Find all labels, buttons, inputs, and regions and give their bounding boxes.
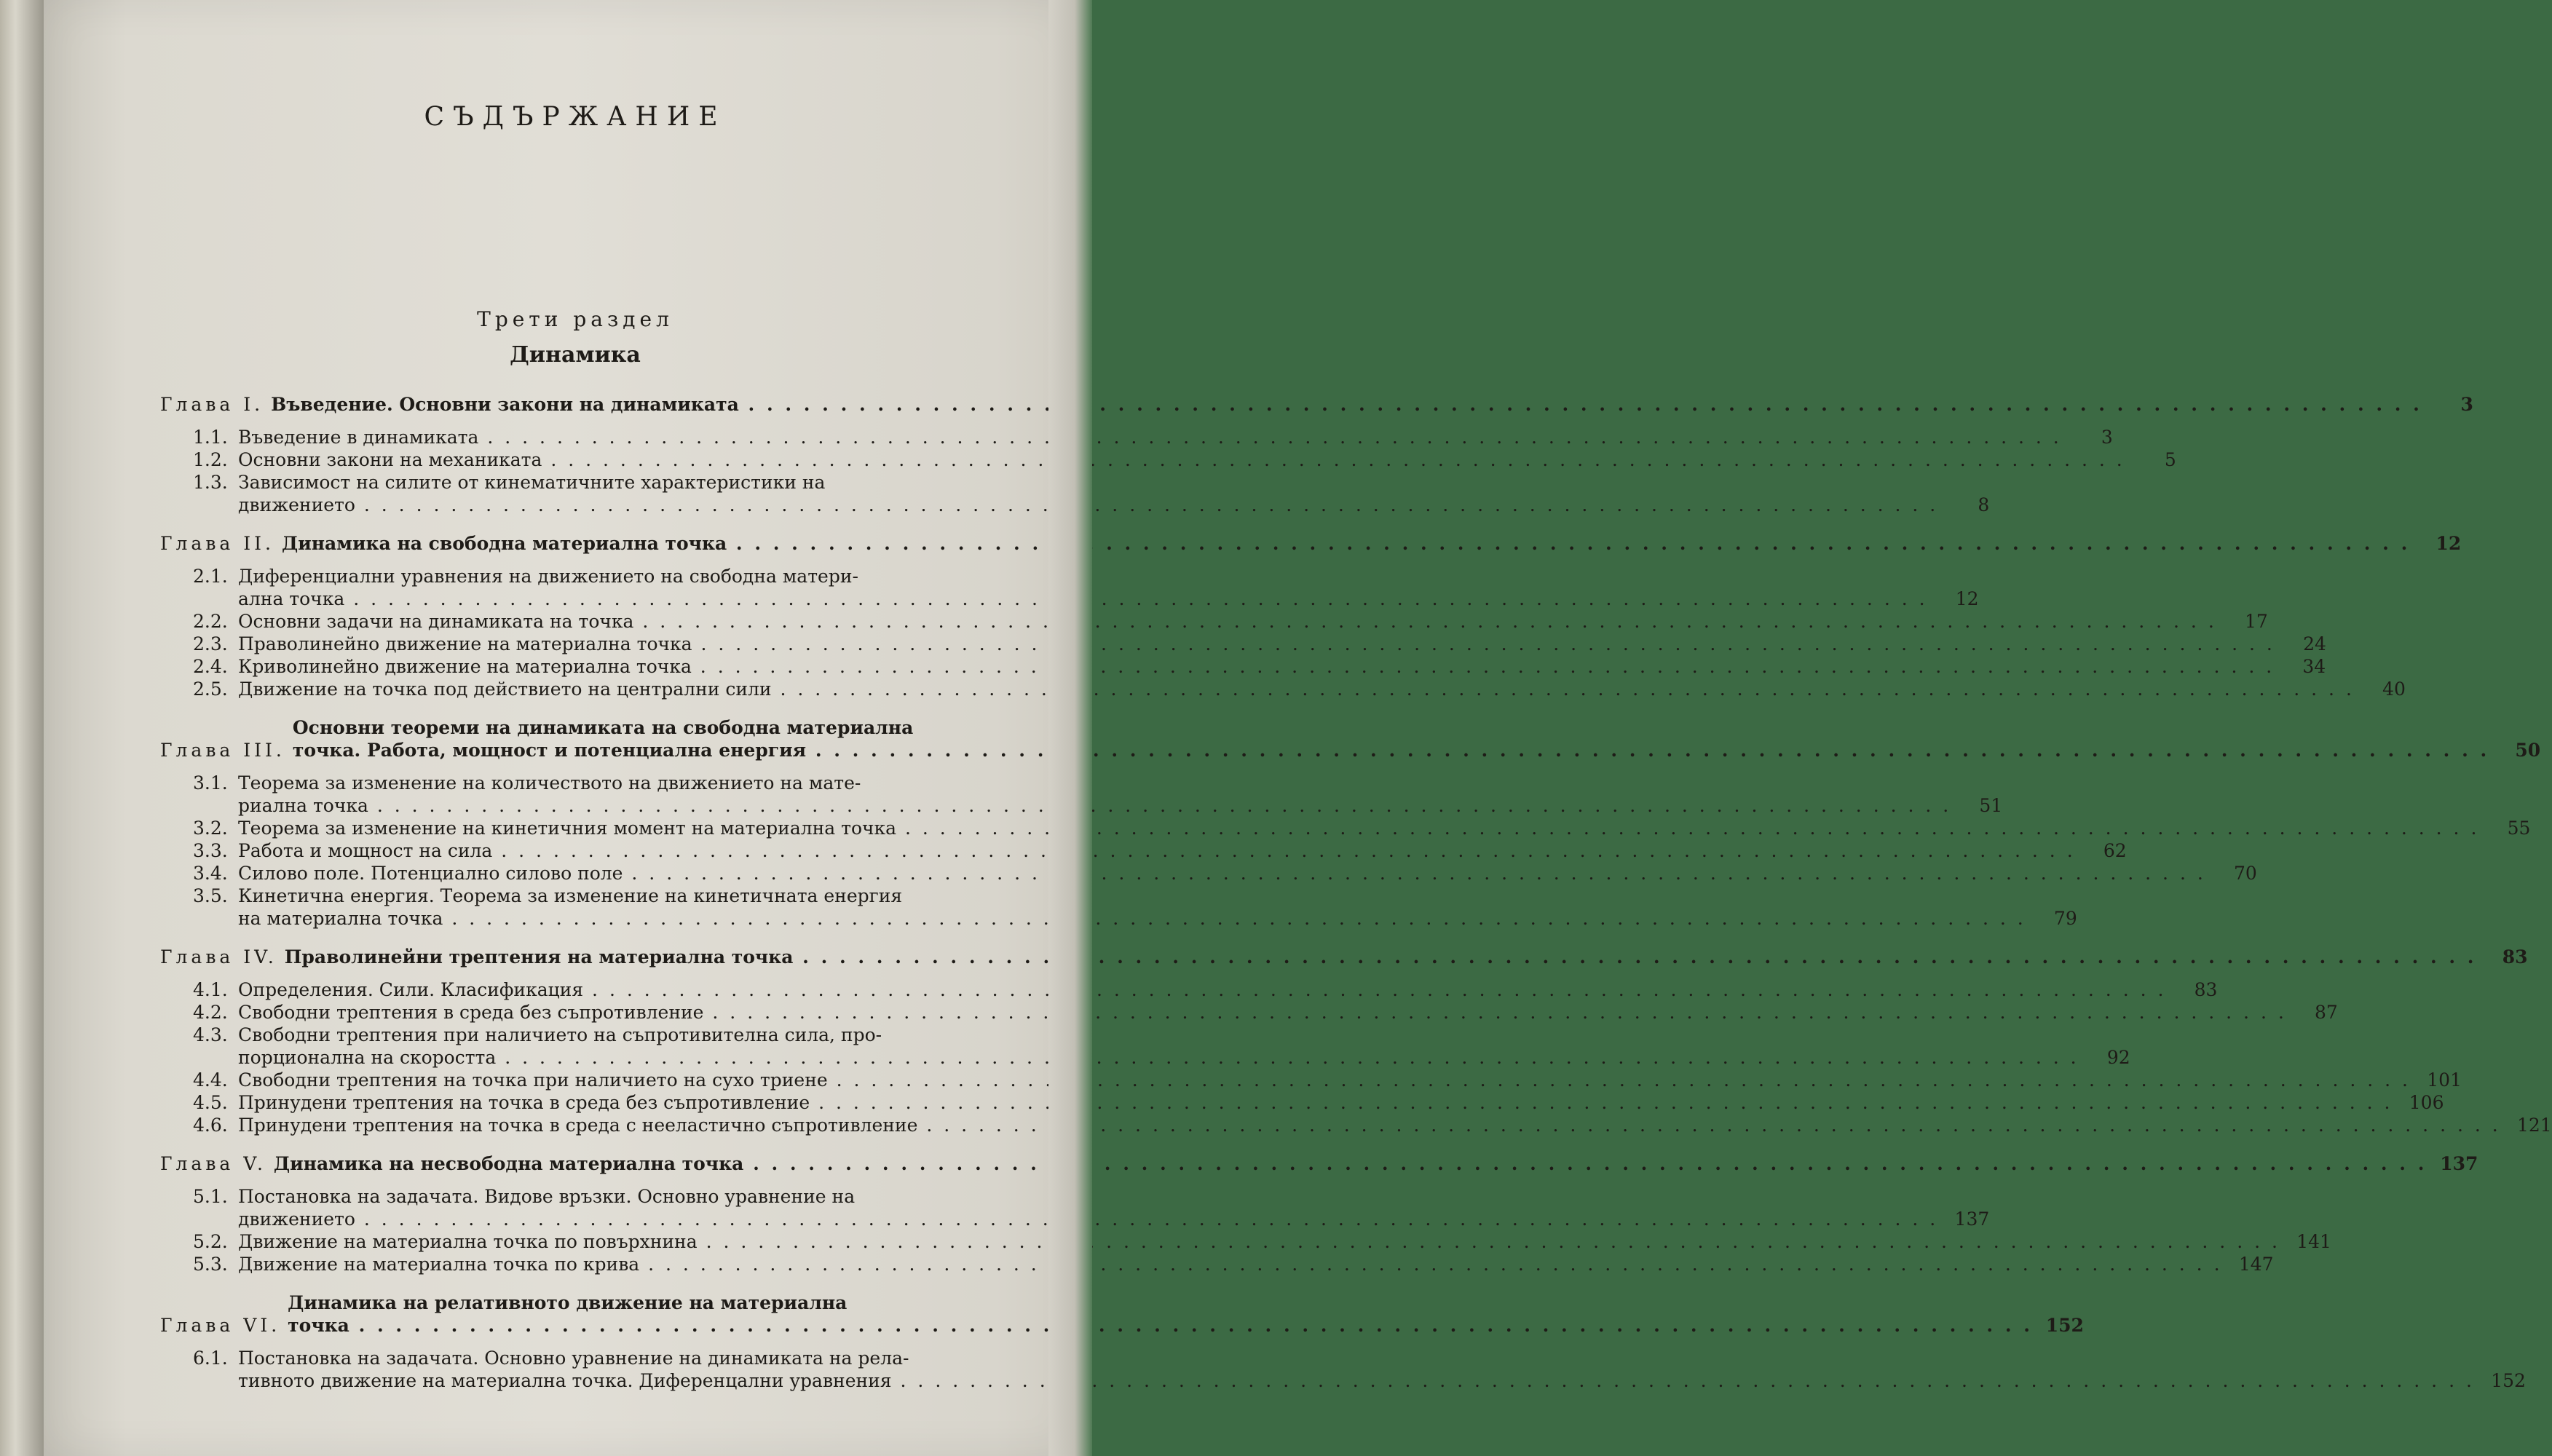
section-title: порционална на скоростта . . .	[238, 1046, 2079, 1069]
section-title: Диференциални уравнения на движението на свободна матери-	[238, 566, 858, 587]
section-title: Основни закони на механиката . . .	[238, 448, 2125, 471]
section-page-number: 3	[2101, 427, 2113, 448]
chapter-page-number: 137	[2440, 1153, 2478, 1174]
toc-section-entry	[193, 1069, 2462, 1091]
chapter-heading	[160, 393, 2473, 416]
toc-section-entry	[193, 1230, 2331, 1253]
section-title: Силово поле. Потенциално силово поле . . .	[238, 862, 2206, 885]
chapter-label: Глава I.	[160, 394, 264, 415]
section-title: риална точка . . .	[238, 794, 1951, 817]
section-page-number: 40	[2382, 678, 2406, 700]
toc-section-entry	[193, 772, 2003, 817]
toc-section-entry	[193, 610, 2268, 633]
toc-section-entry	[193, 448, 2176, 471]
toc-section-entry	[193, 1253, 2274, 1275]
chapter-heading	[160, 716, 2541, 761]
chapter-heading	[160, 1152, 2478, 1175]
section-title: ална точка . . .	[238, 587, 1928, 610]
section-title: движението . . .	[238, 1208, 1938, 1230]
part-title: Динамика	[510, 342, 641, 368]
section-number: 4.2.	[193, 1002, 228, 1023]
section-page-number: 5	[2164, 449, 2176, 470]
section-number: 2.4.	[193, 656, 228, 677]
section-title: Постановка на задачата. Основно уравнение на динамиката на рела-	[238, 1348, 909, 1369]
toc-section-entry	[193, 1114, 2552, 1136]
chapter-page-number: 152	[2045, 1315, 2084, 1336]
toc-chapter	[160, 946, 2552, 1136]
chapter-title: Въведение. Основни закони на динамиката . . .	[271, 393, 2422, 416]
section-number: 2.1.	[193, 566, 228, 587]
section-title: Праволинейно движение на материална точка . . .	[238, 633, 2275, 655]
toc-chapter	[160, 716, 2541, 930]
chapter-page-number: 50	[2515, 740, 2541, 761]
chapter-label: Глава II.	[160, 533, 274, 554]
section-number: 3.2.	[193, 818, 228, 839]
section-page-number: 12	[1955, 588, 1979, 609]
section-page-number: 152	[2491, 1370, 2526, 1391]
section-page-number: 8	[1978, 494, 1990, 515]
section-page-number: 147	[2238, 1254, 2274, 1275]
book-spine	[0, 0, 44, 1456]
chapter-title: Основни теореми на динамиката на свободна материална	[292, 717, 914, 738]
section-title: тивното движение на материална точка. Диференцални уравнения . . .	[238, 1369, 2475, 1392]
section-number: 3.1.	[193, 772, 228, 794]
section-title: Работа и мощност на сила . . .	[238, 839, 2076, 862]
section-label: Трети раздел	[477, 307, 673, 331]
toc-section-entry	[193, 1091, 2444, 1114]
section-title: Кинетична енергия. Теорема за изменение на кинетичната енергия	[238, 885, 903, 906]
section-number: 1.2.	[193, 449, 228, 470]
chapter-title: Динамика на релативното движение на материална	[288, 1292, 848, 1313]
toc-section-entry	[193, 678, 2406, 700]
section-number: 1.1.	[193, 427, 228, 448]
toc-section-entry	[193, 1001, 2338, 1024]
section-title: Движение на точка под действието на централни сили . . .	[238, 678, 2355, 700]
section-page-number: 70	[2233, 863, 2257, 884]
toc-section-entry	[193, 862, 2257, 885]
section-title: Движение на материална точка по повърхнина . . .	[238, 1230, 2280, 1253]
section-number: 2.3.	[193, 633, 228, 654]
toc-section-entry	[193, 1347, 2526, 1392]
section-page-number: 55	[2507, 818, 2531, 839]
section-title: движението . . .	[238, 494, 1938, 516]
toc-section-entry	[193, 1024, 2130, 1069]
section-number: 2.5.	[193, 678, 228, 700]
section-number: 4.5.	[193, 1092, 228, 1113]
section-page-number: 51	[1979, 795, 2003, 816]
toc-chapter	[160, 393, 2473, 516]
section-page-number: 106	[2409, 1092, 2444, 1113]
section-number: 4.1.	[193, 979, 228, 1000]
book-page	[44, 0, 2552, 1456]
section-page-number: 92	[2106, 1047, 2130, 1068]
section-title: Въведение в динамиката . . .	[238, 426, 2062, 448]
section-title: Теорема за изменение на количеството на движението на мате-	[238, 772, 861, 794]
chapter-heading	[160, 946, 2528, 968]
section-page-number: 137	[1954, 1208, 1990, 1230]
chapter-title: Динамика на несвободна материална точка . . .	[274, 1152, 2427, 1175]
toc-section-entry	[193, 565, 1979, 610]
chapter-page-number: 3	[2460, 394, 2473, 415]
chapter-heading	[160, 1291, 2084, 1337]
section-title: Основни задачи на динамиката на точка . . .	[238, 610, 2217, 633]
chapter-label: Глава IV.	[160, 946, 277, 968]
section-title: Криволинейно движение на материална точка . . .	[238, 655, 2275, 678]
toc-section-entry	[193, 839, 2127, 862]
chapter-title: точка . . .	[288, 1314, 2033, 1337]
chapter-label: Глава V.	[160, 1153, 266, 1174]
section-page-number: 101	[2427, 1069, 2462, 1091]
toc-section-entry	[193, 633, 2326, 655]
section-page-number: 141	[2296, 1231, 2331, 1252]
section-title: на материална точка . . .	[238, 907, 2026, 930]
chapter-label: Глава VI.	[160, 1315, 281, 1336]
section-number: 2.2.	[193, 611, 228, 632]
section-number: 3.3.	[193, 840, 228, 861]
section-title: Движение на материална точка по крива . . .	[238, 1253, 2223, 1275]
section-number: 4.4.	[193, 1069, 228, 1091]
toc-section-entry	[193, 978, 2218, 1001]
section-page-number: 83	[2194, 979, 2218, 1000]
toc-chapter	[160, 532, 2462, 700]
section-title: Постановка на задачата. Видове връзки. Основно уравнение на	[238, 1186, 856, 1207]
section-title: Определения. Сили. Класификация . . .	[238, 978, 2166, 1001]
page-title: СЪДЪРЖАНИЕ	[424, 102, 727, 132]
section-title: Теорема за изменение на кинетичния момент на материална точка . . .	[238, 817, 2479, 839]
section-number: 5.2.	[193, 1231, 228, 1252]
section-number: 1.3.	[193, 472, 228, 493]
section-page-number: 24	[2303, 633, 2326, 654]
page-edge	[1048, 0, 1092, 1456]
section-number: 4.3.	[193, 1024, 228, 1045]
section-page-number: 121	[2517, 1115, 2552, 1136]
chapter-heading	[160, 532, 2462, 555]
chapter-label: Глава III.	[160, 740, 285, 761]
section-title: Принудени трептения на точка в среда с нееластично съпротивление . . .	[238, 1114, 2501, 1136]
toc-section-entry	[193, 655, 2326, 678]
section-page-number: 34	[2302, 656, 2326, 677]
toc-section-entry	[193, 817, 2531, 839]
toc-section-entry	[193, 1185, 1990, 1230]
toc-chapter	[160, 1152, 2478, 1275]
toc-section-entry	[193, 471, 1990, 516]
section-page-number: 62	[2103, 840, 2127, 861]
section-page-number: 87	[2314, 1002, 2338, 1023]
section-number: 6.1.	[193, 1348, 228, 1369]
chapter-title: точка. Работа, мощност и потенциална енергия . . .	[293, 739, 2489, 761]
table-of-contents	[160, 393, 2552, 1408]
section-number: 5.1.	[193, 1186, 228, 1207]
section-page-number: 17	[2244, 611, 2268, 632]
section-page-number: 79	[2053, 908, 2077, 929]
section-number: 3.5.	[193, 885, 228, 906]
section-number: 5.3.	[193, 1254, 228, 1275]
toc-section-entry	[193, 426, 2113, 448]
section-number: 4.6.	[193, 1115, 228, 1136]
chapter-title: Праволинейни трептения на материална точка . . .	[285, 946, 2477, 968]
section-title: Свободни трептения при наличието на съпротивителна сила, про-	[238, 1024, 882, 1045]
section-title: Принудени трептения на точка в среда без съпротивление . . .	[238, 1091, 2393, 1114]
chapter-title: Динамика на свободна материална точка . . .	[282, 532, 2410, 555]
section-title: Свободни трептения на точка при наличието на сухо триене . . .	[238, 1069, 2411, 1091]
chapter-page-number: 12	[2436, 533, 2462, 554]
toc-chapter	[160, 1291, 2526, 1392]
section-title: Зависимост на силите от кинематичните характеристики на	[238, 472, 826, 493]
section-number: 3.4.	[193, 863, 228, 884]
section-title: Свободни трептения в среда без съпротивление . . .	[238, 1001, 2287, 1024]
chapter-page-number: 83	[2502, 946, 2528, 968]
toc-section-entry	[193, 885, 2077, 930]
